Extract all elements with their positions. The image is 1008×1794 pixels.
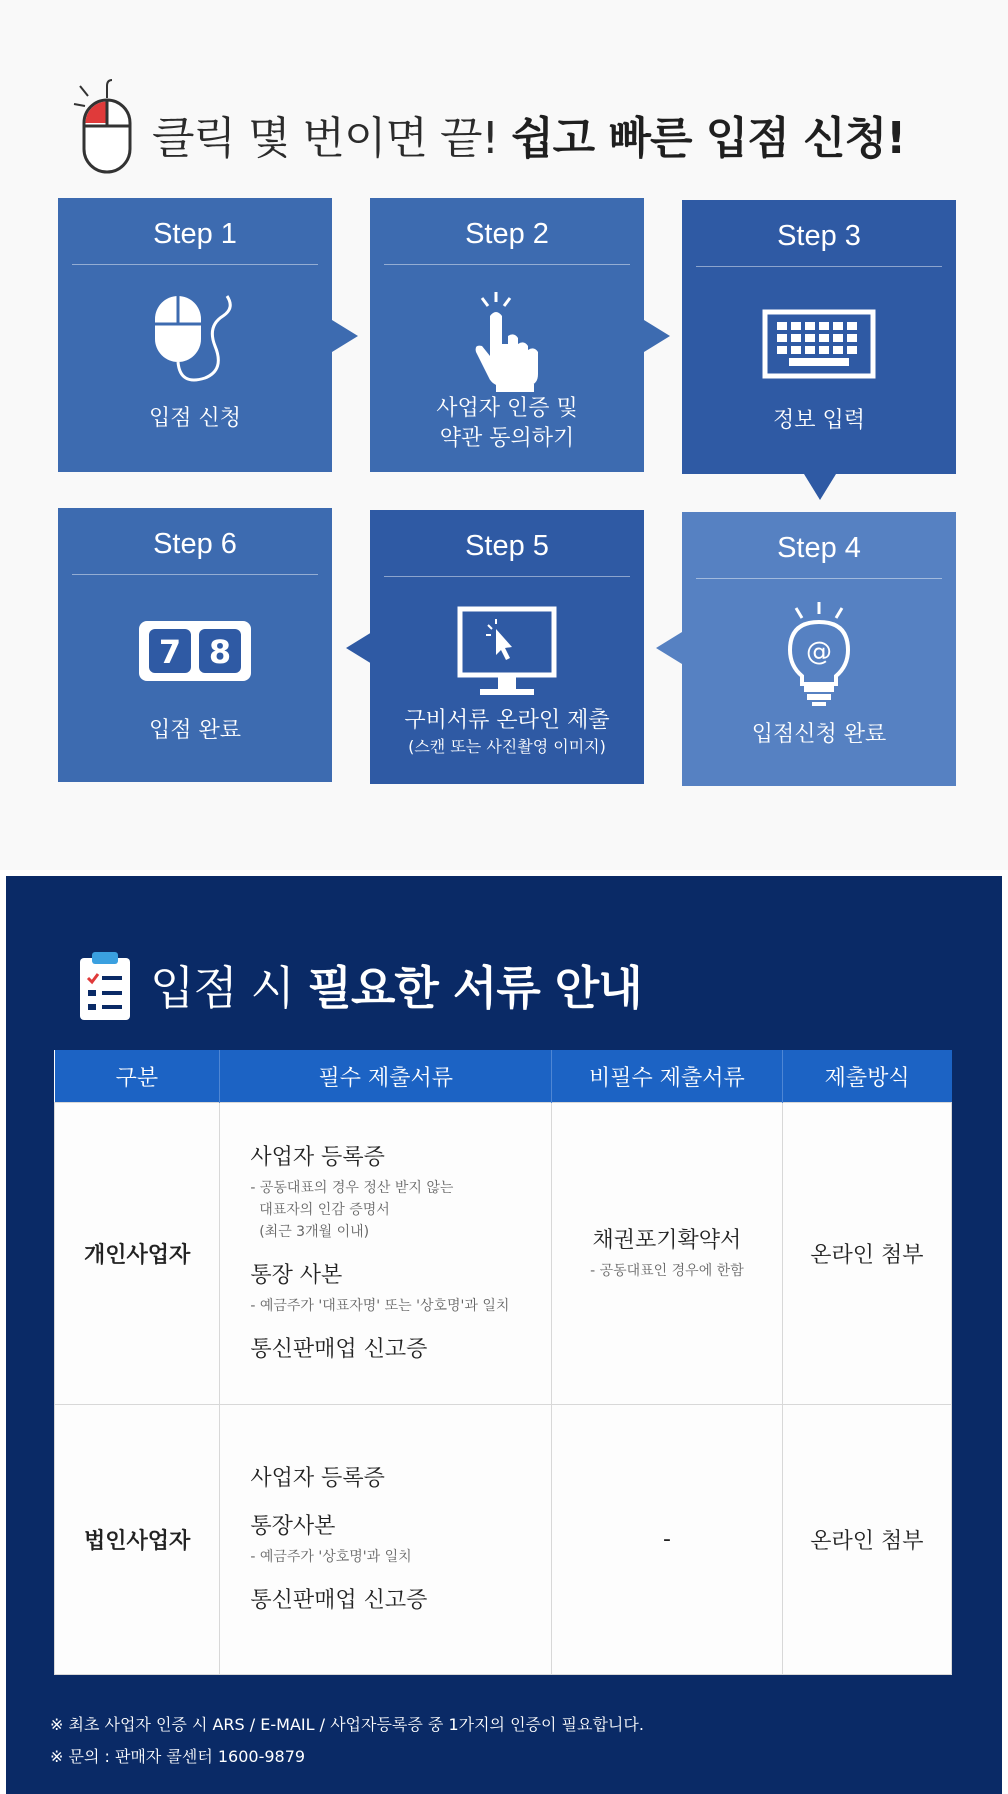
step-3-title: Step 3 [777, 220, 861, 252]
required-item: 사업자 등록증 [250, 1144, 385, 1170]
divider [384, 264, 630, 265]
documents-title: 입점 시 필요한 서류 안내 [150, 961, 642, 1015]
header-method: 제출방식 [782, 1050, 951, 1103]
row-required [220, 1405, 552, 1675]
step-1-title: Step 1 [153, 218, 237, 250]
step-6-card [58, 508, 332, 782]
arrow-right [644, 320, 670, 352]
step-5-card [370, 510, 644, 784]
step-3-card [682, 200, 956, 474]
required-note: - 공동대표의 경우 정산 받지 않는 대표자의 인감 증명서 (최근 3개월 이내) [250, 1179, 454, 1240]
footnote-auth: ※ 최초 사업자 인증 시 ARS / E-MAIL / 사업자등록증 중 1가지의 인증이 필요합니다. [50, 1715, 644, 1734]
header-required: 필수 제출서류 [220, 1050, 552, 1103]
lightbulb-icon [774, 600, 864, 710]
divider [384, 576, 630, 577]
required-item: 통신판매업 신고증 [250, 1336, 428, 1362]
step-3-label: 정보 입력 [772, 408, 865, 433]
footnote-contact: ※ 문의 : 판매자 콜센터 1600-9879 [50, 1747, 306, 1766]
row-method: 온라인 첨부 [782, 1103, 951, 1405]
mouse-click-icon [72, 78, 142, 178]
row-optional [552, 1405, 783, 1675]
step-5-title: Step 5 [465, 530, 549, 562]
divider [72, 574, 318, 575]
arrow-right [332, 320, 358, 352]
step-5-label: 구비서류 온라인 제출 (스캔 또는 사진촬영 이미지) [370, 706, 644, 758]
counter-digit-left: 7 [158, 633, 182, 671]
step-1-card [58, 198, 332, 472]
checklist-icon [76, 950, 134, 1022]
divider [72, 264, 318, 265]
step-6-label: 입점 완료 [148, 718, 241, 743]
step-2-title: Step 2 [465, 218, 549, 250]
counter-78-icon [135, 611, 255, 691]
optional-item: - [662, 1526, 671, 1552]
required-note: - 예금주가 '상호명'과 일치 [250, 1548, 412, 1565]
arrow-left [656, 632, 682, 664]
required-item: 통장 사본 [250, 1262, 343, 1288]
keyboard-icon [759, 298, 879, 388]
row-category: 개인사업자 [55, 1103, 220, 1405]
step-4-title: Step 4 [777, 532, 861, 564]
required-note: - 예금주가 '대표자명' 또는 '상호명'과 일치 [250, 1297, 510, 1314]
required-item: 사업자 등록증 [250, 1465, 385, 1491]
row-method: 온라인 첨부 [782, 1405, 951, 1675]
table-header-row [55, 1050, 952, 1103]
svg-text:@: @ [806, 637, 832, 667]
step-4-label: 입점신청 완료 [751, 722, 887, 747]
divider [696, 266, 942, 267]
counter-digit-right: 8 [208, 633, 232, 671]
header-optional: 비필수 제출서류 [552, 1050, 783, 1103]
step-2-card [370, 198, 644, 472]
hand-pointer-icon [462, 286, 552, 396]
divider [696, 578, 942, 579]
header-category: 구분 [55, 1050, 220, 1103]
row-required [220, 1103, 552, 1405]
optional-note: - 공동대표인 경우에 한함 [590, 1262, 744, 1279]
step-6-title: Step 6 [153, 528, 237, 560]
optional-item: 채권포기확약서 [592, 1227, 742, 1253]
row-optional [552, 1103, 783, 1405]
monitor-cursor-icon [452, 603, 562, 703]
row-category: 법인사업자 [55, 1405, 220, 1675]
step-4-card [682, 512, 956, 786]
required-item: 통장사본 [250, 1513, 336, 1539]
table-row [55, 1103, 952, 1405]
arrow-left [346, 632, 372, 664]
hero-title: 클릭 몇 번이면 끝! 쉽고 빠른 입점 신청! [152, 113, 906, 164]
mouse-icon [145, 286, 245, 396]
step-2-label: 사업자 인증 및 약관 동의하기 [436, 396, 578, 451]
arrow-down [804, 474, 836, 500]
table-row [55, 1405, 952, 1675]
step-5-sub: (스캔 또는 사진촬영 이미지) [408, 737, 606, 756]
step-1-label: 입점 신청 [148, 406, 241, 431]
documents-table [54, 1050, 952, 1675]
required-item: 통신판매업 신고증 [250, 1587, 428, 1613]
